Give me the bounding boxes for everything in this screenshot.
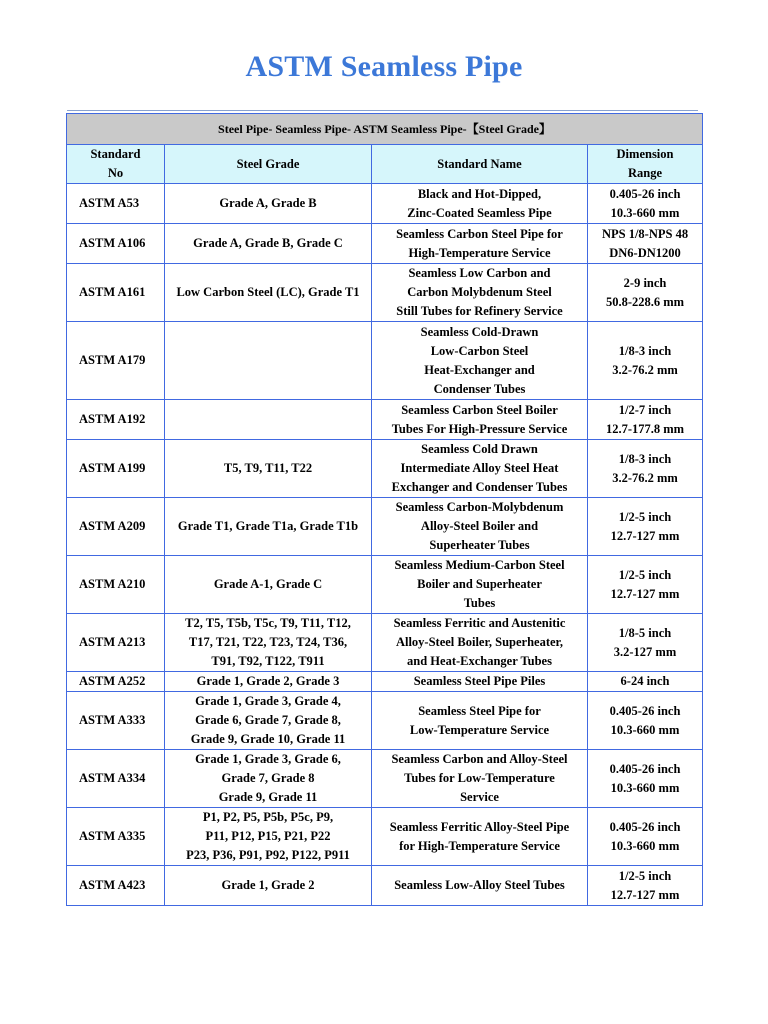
standard-name-line: Seamless Medium-Carbon Steel	[394, 558, 565, 572]
standard-name-line: Black and Hot-Dipped,	[417, 186, 542, 201]
steel-grade-cell	[165, 184, 372, 224]
title-divider	[67, 110, 698, 111]
steel-grade-line: Grade 7, Grade 8	[221, 771, 315, 785]
standard-name-line: Zinc-Coated Seamless Pipe	[407, 205, 552, 220]
standard-name-line: Carbon Molybdenum Steel	[407, 285, 552, 299]
standard-name-cell	[372, 866, 588, 906]
standard-name-line: Seamless Carbon-Molybdenum	[395, 500, 564, 514]
standard-no-cell: ASTM A252	[67, 672, 165, 692]
standard-no-cell: ASTM A199	[67, 440, 165, 498]
dimension-range-line: 12.7-127 mm	[610, 528, 680, 543]
table-row	[67, 184, 703, 224]
header-dimension-range	[588, 145, 703, 184]
table-row	[67, 400, 703, 440]
steel-grade-line: T17, T21, T22, T23, T24, T36,	[188, 635, 348, 649]
standard-name-line: Exchanger and Condenser Tubes	[391, 480, 568, 494]
steel-grade-cell	[165, 614, 372, 672]
standard-name-line: for High-Temperature Service	[399, 838, 560, 853]
standard-no-cell: ASTM A53	[67, 184, 165, 224]
steel-grade-cell	[165, 264, 372, 322]
standard-name-cell	[372, 556, 588, 614]
standard-no-cell: ASTM A179	[67, 322, 165, 400]
steel-grade-line: Grade 1, Grade 2	[221, 878, 315, 892]
dimension-range-line: 12.7-127 mm	[610, 586, 680, 601]
standard-no-cell: ASTM A210	[67, 556, 165, 614]
standard-name-line: Still Tubes for Refinery Service	[396, 304, 563, 318]
dimension-range-cell	[588, 224, 703, 264]
dimension-range-line: 2-9 inch	[623, 275, 667, 290]
standard-name-line: Seamless Steel Pipe Piles	[413, 674, 546, 688]
standard-name-line: Service	[460, 790, 499, 804]
standard-name-line: Seamless Cold Drawn	[421, 442, 538, 456]
standard-name-cell	[372, 400, 588, 440]
table-row	[67, 866, 703, 906]
dimension-range-line: 50.8-228.6 mm	[605, 294, 685, 309]
standard-name-line: Seamless Carbon and Alloy-Steel	[391, 752, 568, 766]
dimension-range-line: 6-24 inch	[620, 674, 670, 688]
standard-name-line: Low-Carbon Steel	[430, 343, 529, 358]
steel-grade-line: Grade 1, Grade 3, Grade 6,	[195, 752, 341, 766]
table-row	[67, 808, 703, 866]
dimension-range-line: 3.2-127 mm	[613, 644, 677, 659]
header-text-line: Standard Name	[437, 156, 522, 171]
dimension-range-cell	[588, 808, 703, 866]
header-text-line: No	[107, 166, 124, 180]
steel-grade-line: Grade A, Grade B	[219, 196, 317, 210]
standard-name-line: Seamless Low Carbon and	[408, 266, 551, 280]
dimension-range-cell	[588, 556, 703, 614]
steel-grade-line: Low Carbon Steel (LC), Grade T1	[176, 285, 360, 299]
standard-name-line: Alloy-Steel Boiler, Superheater,	[395, 635, 564, 649]
dimension-range-line: 0.405-26 inch	[609, 819, 681, 834]
dimension-range-cell	[588, 264, 703, 322]
steel-grade-line: P11, P12, P15, P21, P22	[205, 829, 331, 843]
standard-name-line: Seamless Cold-Drawn	[420, 324, 539, 339]
header-text-line: Steel Grade	[236, 156, 300, 171]
steel-grade-cell	[165, 672, 372, 692]
dimension-range-line: 3.2-76.2 mm	[612, 470, 678, 485]
standard-name-line: Seamless Ferritic Alloy-Steel Pipe	[389, 819, 570, 834]
dimension-range-cell	[588, 184, 703, 224]
steel-grade-cell	[165, 440, 372, 498]
dimension-range-line: 1/2-5 inch	[618, 567, 672, 582]
steel-grade-line: Grade A, Grade B, Grade C	[193, 236, 343, 250]
standard-name-line: Seamless Carbon Steel Boiler	[401, 402, 558, 417]
steel-grade-line: T91, T92, T122, T911	[211, 654, 325, 668]
standard-no-cell: ASTM A213	[67, 614, 165, 672]
header-text-line: Standard	[90, 147, 141, 161]
table-row	[67, 614, 703, 672]
steel-grade-cell	[165, 224, 372, 264]
table-row	[67, 750, 703, 808]
astm-seamless-pipe-table	[66, 113, 703, 906]
dimension-range-line: 1/2-5 inch	[618, 868, 672, 883]
standard-name-cell	[372, 322, 588, 400]
header-steel-grade	[165, 145, 372, 184]
table-row	[67, 440, 703, 498]
dimension-range-cell	[588, 440, 703, 498]
steel-grade-cell	[165, 322, 372, 400]
standard-name-cell	[372, 440, 588, 498]
standard-name-line: Heat-Exchanger and	[424, 362, 535, 377]
dimension-range-line: NPS 1/8-NPS 48	[601, 226, 689, 241]
dimension-range-line: 10.3-660 mm	[610, 722, 680, 737]
header-text-line: Dimension	[616, 147, 674, 161]
dimension-range-cell	[588, 322, 703, 400]
dimension-range-line: 10.3-660 mm	[610, 780, 680, 795]
standard-name-cell	[372, 224, 588, 264]
steel-grade-cell	[165, 692, 372, 750]
steel-grade-line: T5, T9, T11, T22	[223, 461, 313, 475]
table-banner: Steel Pipe- Seamless Pipe- ASTM Seamless Pipe-【Steel Grade】	[67, 114, 703, 145]
steel-grade-cell	[165, 750, 372, 808]
standard-name-line: Seamless Ferritic and Austenitic	[393, 616, 566, 630]
dimension-range-cell	[588, 672, 703, 692]
dimension-range-line: 1/2-5 inch	[618, 509, 672, 524]
steel-grade-cell	[165, 866, 372, 906]
header-standard-no	[67, 145, 165, 184]
standard-no-cell: ASTM A106	[67, 224, 165, 264]
steel-grade-cell	[165, 400, 372, 440]
dimension-range-cell	[588, 400, 703, 440]
dimension-range-line: DN6-DN1200	[609, 245, 681, 260]
dimension-range-line: 0.405-26 inch	[609, 761, 681, 776]
table-row	[67, 322, 703, 400]
standard-name-line: Seamless Low-Alloy Steel Tubes	[394, 878, 565, 892]
steel-grade-cell	[165, 498, 372, 556]
standard-name-cell	[372, 750, 588, 808]
standard-no-cell: ASTM A333	[67, 692, 165, 750]
standard-no-cell: ASTM A335	[67, 808, 165, 866]
standard-no-cell: ASTM A161	[67, 264, 165, 322]
steel-grade-line: Grade 9, Grade 11	[218, 790, 318, 804]
standard-name-cell	[372, 614, 588, 672]
standard-name-line: Superheater Tubes	[429, 538, 530, 552]
standard-name-cell	[372, 672, 588, 692]
steel-grade-line: Grade 9, Grade 10, Grade 11	[190, 732, 346, 746]
dimension-range-line: 0.405-26 inch	[609, 703, 681, 718]
table-row	[67, 556, 703, 614]
standard-name-cell	[372, 498, 588, 556]
dimension-range-line: 1/8-5 inch	[618, 625, 672, 640]
steel-grade-line: Grade 6, Grade 7, Grade 8,	[195, 713, 341, 727]
steel-grade-line: T2, T5, T5b, T5c, T9, T11, T12,	[185, 616, 351, 630]
dimension-range-line: 1/2-7 inch	[618, 402, 672, 417]
header-text-line: Range	[628, 166, 663, 180]
steel-grade-line: P1, P2, P5, P5b, P5c, P9,	[202, 810, 334, 824]
standard-name-cell	[372, 264, 588, 322]
dimension-range-line: 0.405-26 inch	[609, 186, 681, 201]
standard-name-line: High-Temperature Service	[408, 245, 551, 260]
table-header-row	[67, 145, 703, 184]
standard-name-line: Tubes For High-Pressure Service	[391, 421, 568, 436]
dimension-range-line: 10.3-660 mm	[610, 205, 680, 220]
standard-name-line: Condenser Tubes	[433, 381, 526, 396]
table-banner-row	[67, 114, 703, 145]
dimension-range-cell	[588, 750, 703, 808]
steel-grade-line: Grade 1, Grade 3, Grade 4,	[195, 694, 341, 708]
dimension-range-line: 3.2-76.2 mm	[612, 362, 678, 377]
steel-grade-cell	[165, 556, 372, 614]
standard-name-line: Tubes	[463, 596, 496, 610]
standard-name-line: and Heat-Exchanger Tubes	[407, 654, 552, 668]
table-row	[67, 224, 703, 264]
dimension-range-cell	[588, 866, 703, 906]
standard-name-line: Seamless Carbon Steel Pipe for	[396, 226, 563, 241]
standard-name-cell	[372, 808, 588, 866]
header-standard-name	[372, 145, 588, 184]
standard-name-line: Alloy-Steel Boiler and	[420, 519, 539, 533]
standard-name-cell	[372, 692, 588, 750]
standard-name-line: Intermediate Alloy Steel Heat	[400, 461, 559, 475]
table-row	[67, 264, 703, 322]
dimension-range-line: 12.7-127 mm	[610, 887, 680, 902]
dimension-range-line: 10.3-660 mm	[610, 838, 680, 853]
page-title: ASTM Seamless Pipe	[245, 50, 523, 83]
dimension-range-line: 1/8-3 inch	[618, 451, 672, 466]
steel-grade-line: Grade T1, Grade T1a, Grade T1b	[177, 519, 359, 533]
standard-no-cell: ASTM A334	[67, 750, 165, 808]
standard-no-cell: ASTM A192	[67, 400, 165, 440]
standard-name-cell	[372, 184, 588, 224]
standard-no-cell: ASTM A209	[67, 498, 165, 556]
dimension-range-line: 1/8-3 inch	[618, 343, 672, 358]
standard-name-line: Low-Temperature Service	[409, 722, 550, 737]
steel-grade-cell	[165, 808, 372, 866]
standard-name-line: Seamless Steel Pipe for	[418, 703, 541, 718]
dimension-range-cell	[588, 498, 703, 556]
steel-grade-line: Grade 1, Grade 2, Grade 3	[196, 674, 340, 688]
table-row	[67, 672, 703, 692]
standard-name-line: Tubes for Low-Temperature	[404, 771, 555, 785]
table-row	[67, 692, 703, 750]
steel-grade-line: Grade A-1, Grade C	[213, 577, 323, 591]
standard-no-cell: ASTM A423	[67, 866, 165, 906]
dimension-range-cell	[588, 692, 703, 750]
dimension-range-cell	[588, 614, 703, 672]
steel-grade-line: P23, P36, P91, P92, P122, P911	[186, 848, 350, 862]
dimension-range-line: 12.7-177.8 mm	[605, 421, 685, 436]
table-row	[67, 498, 703, 556]
standard-name-line: Boiler and Superheater	[417, 577, 542, 591]
